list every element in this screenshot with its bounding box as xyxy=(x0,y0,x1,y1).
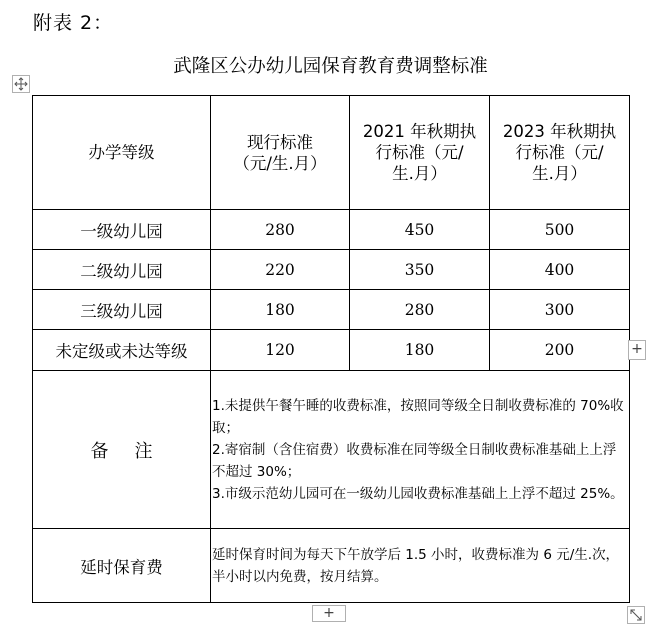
header-level: 办学等级 xyxy=(33,96,211,210)
notes-label: 备注 xyxy=(33,371,211,529)
extended-care-row xyxy=(33,529,630,603)
level-cell: 二级幼儿园 xyxy=(33,250,211,290)
notes-content xyxy=(211,371,630,529)
current-fee-cell: 220 xyxy=(211,250,350,290)
move-icon xyxy=(13,76,29,92)
note-line: 3.市级示范幼儿园可在一级幼儿园收费标准基础上上浮不超过 25%。 xyxy=(212,485,624,502)
fee-2021-cell: 350 xyxy=(350,250,490,290)
add-row-button[interactable] xyxy=(312,605,346,622)
level-cell: 一级幼儿园 xyxy=(33,210,211,250)
fee-2023-cell: 500 xyxy=(490,210,630,250)
fee-2021-cell: 280 xyxy=(350,290,490,330)
header-2021-standard: 2021 年秋期执 行标准（元/ 生.月） xyxy=(350,96,490,210)
fee-2021-cell: 450 xyxy=(350,210,490,250)
plus-icon: + xyxy=(631,341,643,357)
table-move-handle[interactable] xyxy=(12,75,30,93)
table-row xyxy=(33,330,630,371)
table-row xyxy=(33,290,630,330)
attachment-label: 附表 2： xyxy=(33,12,114,34)
fee-2023-cell: 300 xyxy=(490,290,630,330)
note-line: 1.未提供午餐午睡的收费标准，按照同等级全日制收费标准的 70%收取； xyxy=(212,397,624,436)
current-fee-cell: 180 xyxy=(211,290,350,330)
extended-care-label: 延时保育费 xyxy=(33,529,211,603)
current-fee-cell: 120 xyxy=(211,330,350,371)
fee-2021-cell: 180 xyxy=(350,330,490,371)
plus-icon: + xyxy=(323,605,335,621)
add-column-button[interactable] xyxy=(628,340,646,360)
current-fee-cell: 280 xyxy=(211,210,350,250)
table-header-row xyxy=(33,96,630,210)
fee-2023-cell: 400 xyxy=(490,250,630,290)
resize-icon xyxy=(628,607,644,623)
header-2023-standard: 2023 年秋期执 行标准（元/ 生.月） xyxy=(490,96,630,210)
table-resize-handle[interactable] xyxy=(627,606,645,624)
table-row xyxy=(33,210,630,250)
level-cell: 三级幼儿园 xyxy=(33,290,211,330)
table-row xyxy=(33,250,630,290)
fee-2023-cell: 200 xyxy=(490,330,630,371)
header-current-standard: 现行标准 （元/生.月） xyxy=(211,96,350,210)
notes-row xyxy=(33,371,630,529)
fee-standard-table xyxy=(32,95,630,603)
extended-care-content: 延时保育时间为每天下午放学后 1.5 小时，收费标准为 6 元/生.次，半小时以内免费，按月结算。 xyxy=(211,529,630,603)
document-title: 武隆区公办幼儿园保育教育费调整标准 xyxy=(173,56,488,77)
note-line: 2.寄宿制（含住宿费）收费标准在同等级全日制收费标准基础上上浮不超过 30%； xyxy=(212,441,617,480)
level-cell: 未定级或未达等级 xyxy=(33,330,211,371)
